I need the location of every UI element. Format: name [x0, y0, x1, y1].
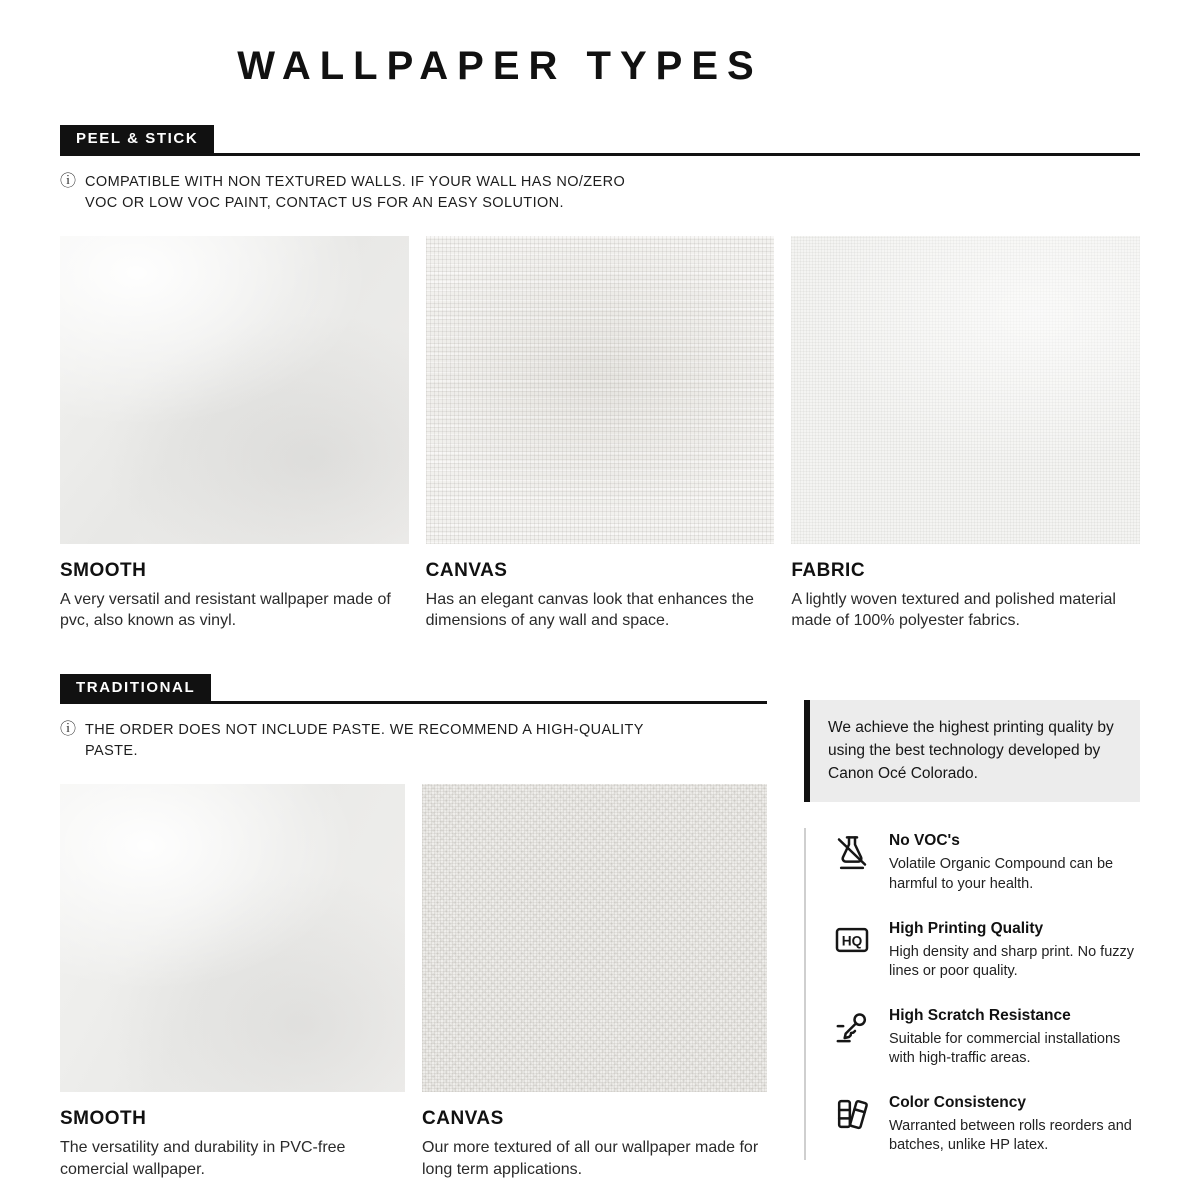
feature-item-no-voc: [832, 832, 1140, 894]
no-voc-icon: [832, 832, 872, 872]
peel-stick-header-rule: [60, 125, 1140, 156]
feature-title: High Printing Quality: [889, 919, 1044, 937]
feature-title: Color Consistency: [889, 1093, 1026, 1111]
traditional-note: [60, 720, 767, 762]
peel-stick-swatch-grid: [60, 236, 1140, 632]
feature-item-scratch-resistance: [832, 1007, 1140, 1069]
feature-item-color-consistency: [832, 1094, 1140, 1156]
feature-title: No VOC's: [889, 832, 960, 850]
feature-description: Warranted between rolls reorders and batches, unlike HP latex.: [889, 1117, 1132, 1154]
swatch-card-fabric: [791, 236, 1140, 632]
swatch-title: FABRIC: [791, 559, 866, 581]
swatch-card-canvas: [426, 236, 775, 632]
feature-item-high-printing-quality: [832, 920, 1140, 982]
swatch-title: SMOOTH: [60, 559, 147, 581]
traditional-header-rule: [60, 674, 767, 705]
peel-stick-section: [60, 125, 1140, 632]
traditional-badge: TRADITIONAL: [60, 674, 211, 702]
feature-title: High Scratch Resistance: [889, 1006, 1071, 1024]
page-title: WALLPAPER TYPES: [237, 44, 763, 88]
swatch-card-canvas-traditional: [422, 784, 767, 1180]
peel-stick-note-text: COMPATIBLE WITH NON TEXTURED WALLS. IF YOUR WALL HAS NO/ZERO VOC OR LOW VOC PAINT, CONTACT US FOR AN EASY SOLUTION.: [85, 173, 626, 211]
high-printing-quality-icon: [832, 920, 872, 960]
canvas-texture-image: [422, 784, 767, 1092]
smooth-texture-image: [60, 236, 409, 544]
traditional-swatch-grid: [60, 784, 767, 1180]
bottom-row: [60, 674, 1140, 1181]
feature-description: Suitable for commercial installations with high-traffic areas.: [889, 1030, 1121, 1067]
swatch-title: SMOOTH: [60, 1108, 147, 1130]
printing-quality-quote: [804, 700, 1140, 803]
swatch-title: CANVAS: [422, 1108, 504, 1130]
swatch-description: A very versatil and resistant wallpaper made of pvc, also known as vinyl.: [60, 590, 391, 630]
swatch-card-smooth-traditional: [60, 784, 405, 1180]
svg-text:HQ: HQ: [841, 933, 863, 949]
swatch-description: A lightly woven textured and polished material made of 100% polyester fabrics.: [791, 590, 1116, 630]
info-icon: ⓘ: [60, 172, 77, 190]
features-list: [804, 828, 1140, 1160]
fabric-texture-image: [791, 236, 1140, 544]
traditional-section: [60, 674, 767, 1181]
traditional-note-text: THE ORDER DOES NOT INCLUDE PASTE. WE RECOMMEND A HIGH-QUALITY PASTE.: [85, 722, 644, 760]
smooth-texture-image: [60, 784, 405, 1092]
color-consistency-icon: [832, 1094, 872, 1134]
peel-stick-note: [60, 172, 1140, 214]
swatch-card-smooth: [60, 236, 409, 632]
feature-description: High density and sharp print. No fuzzy lines or poor quality.: [889, 943, 1135, 980]
scratch-resistance-icon: [832, 1007, 872, 1047]
swatch-title: CANVAS: [425, 559, 508, 581]
info-icon: ⓘ: [60, 721, 77, 739]
peel-stick-badge: PEEL & STICK: [60, 125, 214, 153]
swatch-description: Has an elegant canvas look that enhances the dimensions of any wall and space.: [425, 590, 754, 630]
swatch-description: Our more textured of all our wallpaper made for long term applications.: [422, 1139, 759, 1178]
swatch-description: The versatility and durability in PVC-free comercial wallpaper.: [60, 1139, 346, 1178]
quality-sidebar: [804, 674, 1140, 1160]
canvas-texture-image: [426, 236, 775, 544]
feature-description: Volatile Organic Compound can be harmful to your health.: [889, 856, 1114, 893]
quote-text: We achieve the highest printing quality by using the best technology developed by Canon Océ Colorado.: [828, 718, 1114, 783]
